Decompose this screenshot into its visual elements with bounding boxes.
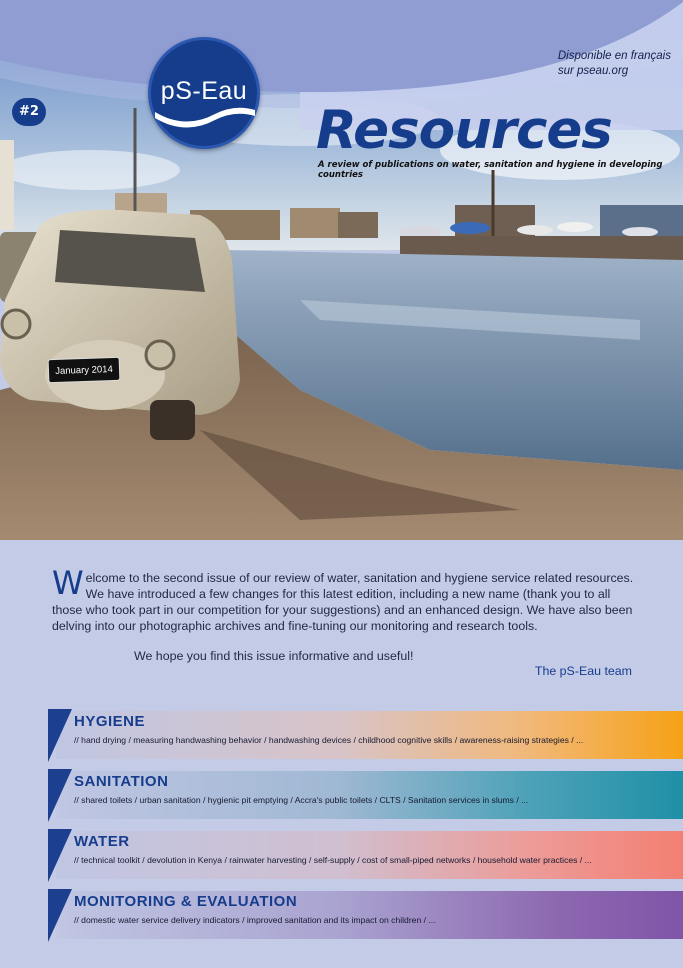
magazine-title: Resources [316,100,612,161]
french-note-line2: sur pseau.org [557,65,629,77]
section-topics: // technical toolkit / devolution in Kenya / rainwater harvesting / self-supply / cost of small-piped networks / household water practices / ... [74,855,592,865]
magazine-subtitle: A review of publications on water, sanitation and hygiene in developing countries [318,160,663,180]
intro-signature: The pS-Eau team [534,664,632,678]
section-hygiene [0,709,683,762]
intro-hope: We hope you find this issue informative and useful! [134,649,414,663]
section-title: WATER [74,833,130,850]
triangle-icon [48,829,72,882]
section-title: MONITORING & EVALUATION [74,893,298,910]
section-water [0,829,683,882]
triangle-icon [48,709,72,762]
section-monitoring-evaluation [0,889,683,942]
section-topics: // hand drying / measuring handwashing behavior / handwashing devices / childhood cognitive skills / awareness-raising strategies / ... [74,735,584,745]
triangle-icon [48,889,72,942]
section-title: HYGIENE [74,713,146,730]
section-topics: // shared toilets / urban sanitation / hygienic pit emptying / Accra's public toilets / CLTS / Sanitation services in slums / ... [74,795,529,805]
section-topics: // domestic water service delivery indicators / improved sanitation and its impact on children / ... [74,915,436,925]
triangle-icon [48,769,72,822]
section-title: SANITATION [74,773,169,790]
logo-text: pS-Eau [160,77,248,105]
intro-text: elcome to the second issue of our review of water, sanitation and hygiene service related resources. We have introduced a few changes for this latest edition, including a new name (thank you to all those who took part in our competition for your suggestions) and an enhanced design. We have also been delving into our photographic archives and fine-tuning our monitoring and research tools. [52,571,634,633]
french-edition-note [558,49,671,79]
issue-badge: #2 [12,98,46,126]
french-note-line1: Disponible en français [557,50,671,62]
wave-icon [155,102,255,132]
drop-cap: W [52,564,84,602]
intro-paragraph [52,564,634,634]
pseau-logo [148,37,260,149]
issue-date: January 2014 [48,357,121,383]
section-sanitation [0,769,683,822]
